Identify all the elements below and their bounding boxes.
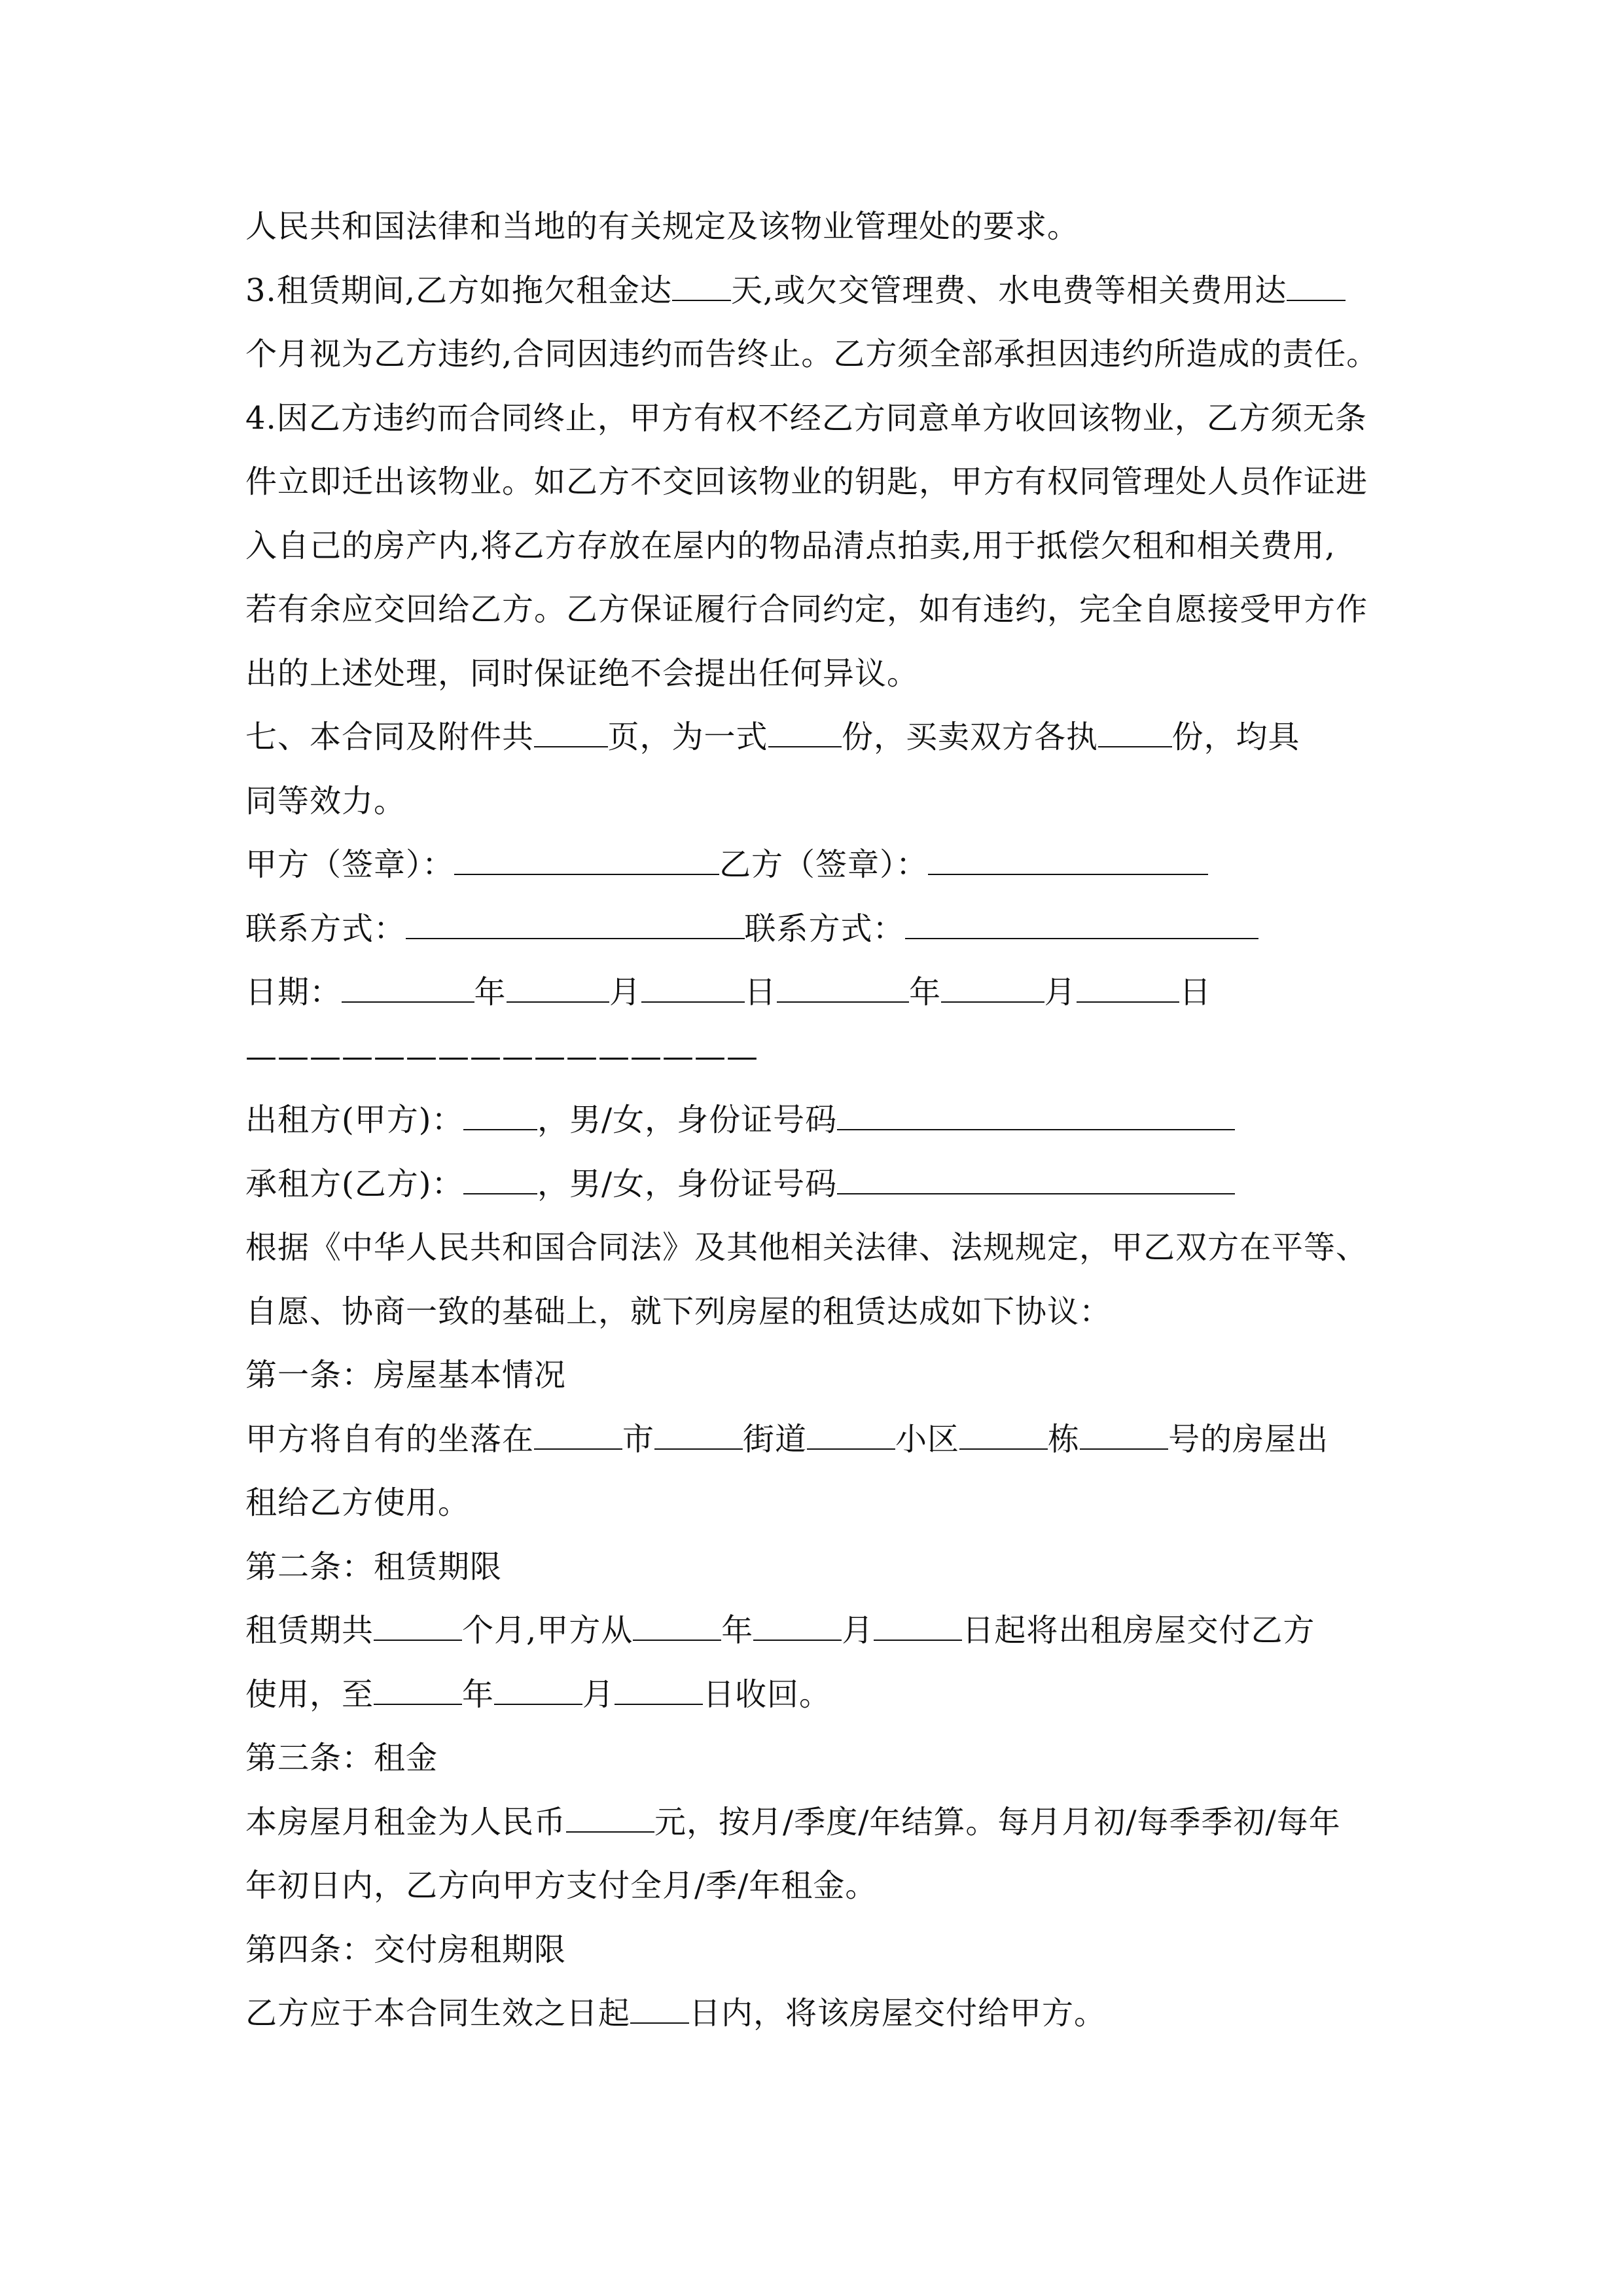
fill-in-blank bbox=[374, 1599, 462, 1641]
fill-in-blank bbox=[837, 1153, 1235, 1194]
contract-page bbox=[245, 195, 1397, 2046]
text-line: 4.因乙方违约而合同终止，甲方有权不经乙方同意单方收回该物业，乙方须无条 bbox=[245, 399, 1367, 437]
text-line: 若有余应交回给乙方。乙方保证履行合同约定，如有违约，完全自愿接受甲方作 bbox=[245, 591, 1368, 628]
lessee-line: 承租方(乙方)： ，男/女，身份证号码 bbox=[245, 1153, 1397, 1217]
text-line: 甲方将自有的坐落在 市 街道 小区 栋 号的房屋出 bbox=[245, 1408, 1397, 1472]
fill-in-blank bbox=[494, 1663, 582, 1705]
fill-in-blank bbox=[807, 1408, 895, 1450]
divider-dashes: ———————————————— bbox=[245, 1037, 758, 1075]
fill-in-blank bbox=[768, 706, 842, 747]
text-line: 同等效力。 bbox=[245, 782, 406, 819]
fill-in-blank bbox=[633, 1599, 721, 1641]
fill-in-blank bbox=[928, 833, 1208, 875]
fill-in-blank bbox=[1098, 706, 1172, 747]
text-line: 乙方应于本合同生效之日起 日内，将该房屋交付给甲方。 bbox=[245, 1982, 1397, 2046]
article-heading: 第三条：租金 bbox=[245, 1740, 438, 1776]
article-heading: 第二条：租赁期限 bbox=[245, 1548, 503, 1585]
fill-in-blank bbox=[463, 1153, 537, 1194]
fill-in-blank bbox=[641, 961, 745, 1003]
fill-in-blank bbox=[615, 1663, 703, 1705]
fill-in-blank bbox=[753, 1599, 842, 1641]
fill-in-blank bbox=[959, 1408, 1048, 1450]
fill-in-blank bbox=[454, 833, 719, 875]
fill-in-blank bbox=[654, 1408, 743, 1450]
text-line: 根据《中华人民共和国合同法》及其他相关法律、法规规定，甲乙双方在平等、 bbox=[245, 1229, 1368, 1266]
text-line: 3.租赁期间,乙方如拖欠租金达 天,或欠交管理费、水电费等相关费用达 bbox=[245, 259, 1397, 323]
text-line: 年初日内，乙方向甲方支付全月/季/年租金。 bbox=[245, 1867, 878, 1904]
text-line: 使用，至 年 月 日收回。 bbox=[245, 1663, 1397, 1727]
text-line: 出的上述处理，同时保证绝不会提出任何异议。 bbox=[245, 655, 919, 692]
lessor-line: 出租方(甲方)： ，男/女，身份证号码 bbox=[245, 1088, 1397, 1153]
signature-line: 甲方（签章）： 乙方（签章）： bbox=[245, 833, 1397, 897]
fill-in-blank bbox=[837, 1088, 1235, 1130]
text-line: 入自己的房产内,将乙方存放在屋内的物品清点拍卖,用于抵偿欠租和相关费用, bbox=[245, 527, 1336, 564]
text-line: 人民共和国法律和当地的有关规定及该物业管理处的要求。 bbox=[245, 208, 1080, 245]
text-line: 租给乙方使用。 bbox=[245, 1484, 471, 1521]
fill-in-blank bbox=[406, 897, 745, 939]
date-line: 日期： 年 月 日 年 月 日 bbox=[245, 961, 1397, 1025]
text-line: 件立即迁出该物业。如乙方不交回该物业的钥匙，甲方有权同管理处人员作证进 bbox=[245, 463, 1368, 500]
text-line: 本房屋月租金为人民币 元，按月/季度/年结算。每月月初/每季季初/每年 bbox=[245, 1791, 1397, 1855]
fill-in-blank bbox=[1287, 259, 1346, 301]
fill-in-blank bbox=[534, 1408, 622, 1450]
text-line: 租赁期共 个月,甲方从 年 月 日起将出租房屋交付乙方 bbox=[245, 1599, 1397, 1663]
fill-in-blank bbox=[534, 706, 608, 747]
clause-seven: 七、本合同及附件共 页，为一式 份，买卖双方各执 份，均具 bbox=[245, 706, 1397, 770]
fill-in-blank bbox=[566, 1791, 654, 1833]
fill-in-blank bbox=[342, 961, 474, 1003]
article-heading: 第一条：房屋基本情况 bbox=[245, 1357, 567, 1393]
fill-in-blank bbox=[672, 259, 731, 301]
fill-in-blank bbox=[374, 1663, 462, 1705]
fill-in-blank bbox=[941, 961, 1044, 1003]
fill-in-blank bbox=[777, 961, 910, 1003]
fill-in-blank bbox=[1080, 1408, 1168, 1450]
fill-in-blank bbox=[463, 1088, 537, 1130]
fill-in-blank bbox=[874, 1599, 962, 1641]
fill-in-blank bbox=[905, 897, 1258, 939]
text-line: 个月视为乙方违约,合同因违约而告终止。乙方须全部承担因违约所造成的责任。 bbox=[245, 336, 1379, 372]
text-line: 自愿、协商一致的基础上，就下列房屋的租赁达成如下协议： bbox=[245, 1293, 1112, 1330]
contact-line: 联系方式： 联系方式： bbox=[245, 897, 1397, 961]
fill-in-blank bbox=[1077, 961, 1180, 1003]
article-heading: 第四条：交付房租期限 bbox=[245, 1931, 567, 1968]
fill-in-blank bbox=[630, 1982, 689, 2024]
fill-in-blank bbox=[507, 961, 610, 1003]
